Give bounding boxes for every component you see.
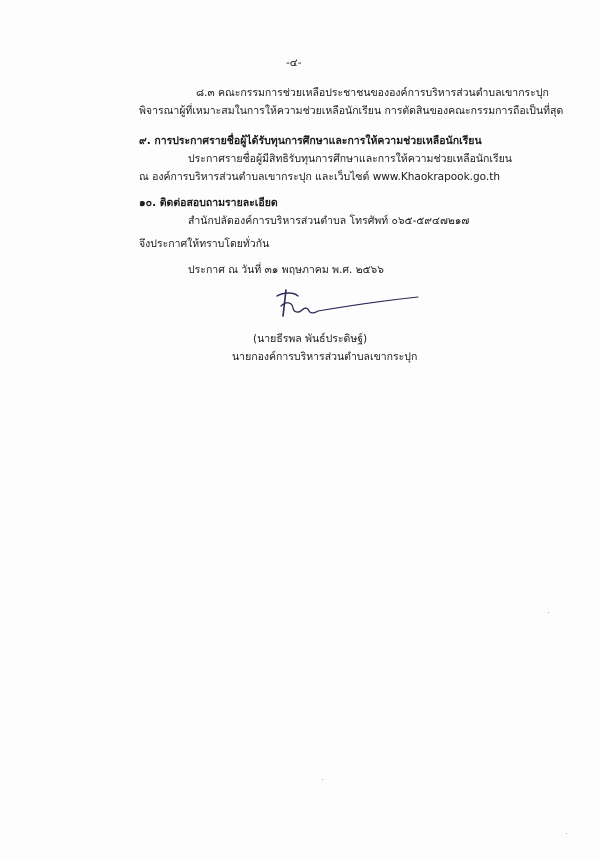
closing-statement: จึงประกาศให้ทราบโดยทั่วกัน [139,238,270,250]
page-number: -๔- [286,57,302,69]
signatory-name: (นายธีรพล พันธ์ประดิษฐ์) [253,333,368,345]
signatory-position: นายกองค์การบริหารส่วนตำบลเขากระปุก [232,351,418,363]
signature [272,286,422,322]
section-8-3-line-1: ๘.๓ คณะกรรมการช่วยเหลือประชาชนขององค์การบริหารส่วนตำบลเขากระปุก [196,87,549,99]
announcement-date: ประกาศ ณ วันที่ ๓๑ พฤษภาคม พ.ศ. ๒๕๖๖ [188,264,384,276]
scan-speck [322,779,323,780]
section-10-line-1: สำนักปลัดองค์การบริหารส่วนตำบล โทรศัพท์ ๐๖๕-๕๙๔๗๒๑๗ [188,215,470,227]
scan-speck [566,833,567,834]
section-10-heading: ๑๐. ติดต่อสอบถามรายละเอียด [139,197,278,209]
section-8-3-line-2: พิจารณาผู้ที่เหมาะสมในการให้ความช่วยเหลือนักเรียน การตัดสินของคณะกรรมการถือเป็นที่สุด [139,105,564,117]
scan-speck [548,612,549,613]
section-9-heading: ๙. การประกาศรายชื่อผู้ได้รับทุนการศึกษาและการให้ความช่วยเหลือนักเรียน [139,135,482,147]
section-9-line-2: ณ องค์การบริหารส่วนตำบลเขากระปุก และเว็บไซต์ www.Khaokrapook.go.th [139,171,501,183]
section-9-line-1: ประกาศรายชื่อผู้มีสิทธิรับทุนการศึกษาและการให้ความช่วยเหลือนักเรียน [188,153,512,165]
